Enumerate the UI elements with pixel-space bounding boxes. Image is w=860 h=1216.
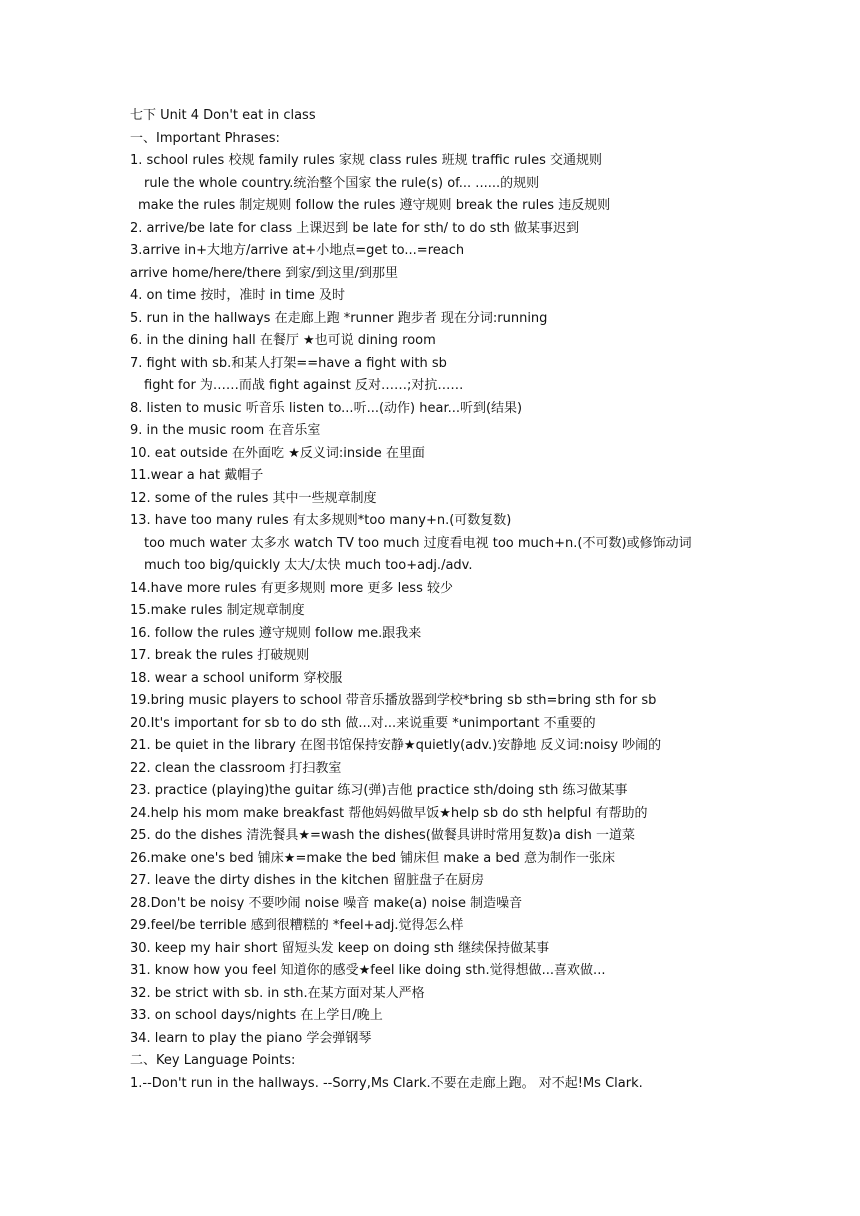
document-body — [130, 105, 850, 1095]
phrase-line: 8. listen to music 听音乐 listen to...听...(动作) hear...听到(结果) — [130, 400, 523, 416]
phrase-line: 31. know how you feel 知道你的感受★feel like doing sth.觉得想做...喜欢做... — [130, 963, 606, 978]
phrase-line: much too big/quickly 太大/太快 much too+adj./adv. — [144, 558, 473, 573]
phrase-line: 30. keep my hair short 留短头发 keep on doing sth 继续保持做某事 — [130, 940, 550, 956]
phrase-line: 9. in the music room 在音乐室 — [130, 423, 321, 438]
phrase-line: 23. practice (playing)the guitar 练习(弹)吉他 practice sth/doing sth 练习做某事 — [130, 783, 628, 798]
phrase-line: 14.have more rules 有更多规则 more 更多 less 较少 — [130, 580, 453, 596]
phrase-line: too much water 太多水 watch TV too much 过度看电视 too much+n.(不可数)或修饰动词 — [144, 535, 692, 551]
doc-title: 七下 Unit 4 Don't eat in class — [130, 108, 316, 123]
phrase-line: 21. be quiet in the library 在图书馆保持安静★quietly(adv.)安静地 反义词:noisy 吵闹的 — [130, 738, 662, 753]
phrase-line: 13. have too many rules 有太多规则*too many+n.(可数复数) — [130, 513, 512, 528]
phrase-line: 28.Don't be noisy 不要吵闹 noise 噪音 make(a) noise 制造噪音 — [130, 895, 523, 911]
section-heading-phrases: 一、Important Phrases: — [130, 130, 280, 146]
phrase-line: 22. clean the classroom 打扫教室 — [130, 760, 342, 776]
phrase-line: 33. on school days/nights 在上学日/晚上 — [130, 1008, 383, 1023]
phrase-line: 1. school rules 校规 family rules 家规 class rules 班规 traffic rules 交通规则 — [130, 153, 603, 168]
phrase-line: 25. do the dishes 清洗餐具★=wash the dishes(做餐具讲时常用复数)a dish 一道菜 — [130, 828, 636, 843]
phrase-line: 20.It's important for sb to do sth 做...对...来说重要 *unimportant 不重要的 — [130, 715, 596, 731]
phrase-line: 29.feel/be terrible 感到很糟糕的 *feel+adj.觉得怎么样 — [130, 918, 464, 933]
phrase-line: 17. break the rules 打破规则 — [130, 648, 310, 663]
phrase-line: fight for 为……而战 fight against 反对……;对抗…… — [144, 378, 464, 393]
phrase-line: 7. fight with sb.和某人打架==have a fight with sb — [130, 355, 447, 371]
phrase-line: 26.make one's bed 铺床★=make the bed 铺床但 make a bed 意为制作一张床 — [130, 850, 615, 866]
phrase-line: 3.arrive in+大地方/arrive at+小地点=get to...=reach — [130, 243, 465, 258]
phrase-line: 2. arrive/be late for class 上课迟到 be late for sth/ to do sth 做某事迟到 — [130, 220, 579, 236]
phrase-line: arrive home/here/there 到家/到这里/到那里 — [130, 265, 399, 281]
phrase-line: make the rules 制定规则 follow the rules 遵守规则 break the rules 违反规则 — [138, 198, 611, 213]
phrase-line: 16. follow the rules 遵守规则 follow me.跟我来 — [130, 625, 422, 641]
section-heading-key-points: 二、Key Language Points: — [130, 1053, 296, 1068]
phrase-line: 24.help his mom make breakfast 帮他妈妈做早饭★help sb do sth helpful 有帮助的 — [130, 805, 648, 821]
phrase-line: 5. run in the hallways 在走廊上跑 *runner 跑步者 现在分词:running — [130, 310, 548, 326]
phrase-line: 10. eat outside 在外面吃 ★反义词:inside 在里面 — [130, 445, 425, 461]
phrase-line: 19.bring music players to school 带音乐播放器到学校*bring sb sth=bring sth for sb — [130, 693, 657, 708]
phrase-line: 12. some of the rules 其中一些规章制度 — [130, 490, 377, 506]
phrase-line: 27. leave the dirty dishes in the kitchen 留脏盘子在厨房 — [130, 873, 485, 888]
phrase-line: 6. in the dining hall 在餐厅 ★也可说 dining room — [130, 333, 436, 348]
phrase-line: 4. on time 按时，准时 in time 及时 — [130, 288, 345, 303]
phrase-line: 15.make rules 制定规章制度 — [130, 603, 305, 618]
phrase-line: 11.wear a hat 戴帽子 — [130, 468, 264, 483]
phrase-line: 34. learn to play the piano 学会弹钢琴 — [130, 1030, 372, 1046]
key-point-line: 1.--Don't run in the hallways. --Sorry,Ms Clark.不要在走廊上跑。 对不起!Ms Clark. — [130, 1075, 643, 1091]
phrase-line: rule the whole country.统治整个国家 the rule(s) of... ......的规则 — [144, 175, 540, 191]
phrase-list — [130, 150, 850, 1050]
phrase-line: 32. be strict with sb. in sth.在某方面对某人严格 — [130, 985, 425, 1001]
key-points-list — [130, 1073, 850, 1096]
phrase-line: 18. wear a school uniform 穿校服 — [130, 670, 343, 686]
